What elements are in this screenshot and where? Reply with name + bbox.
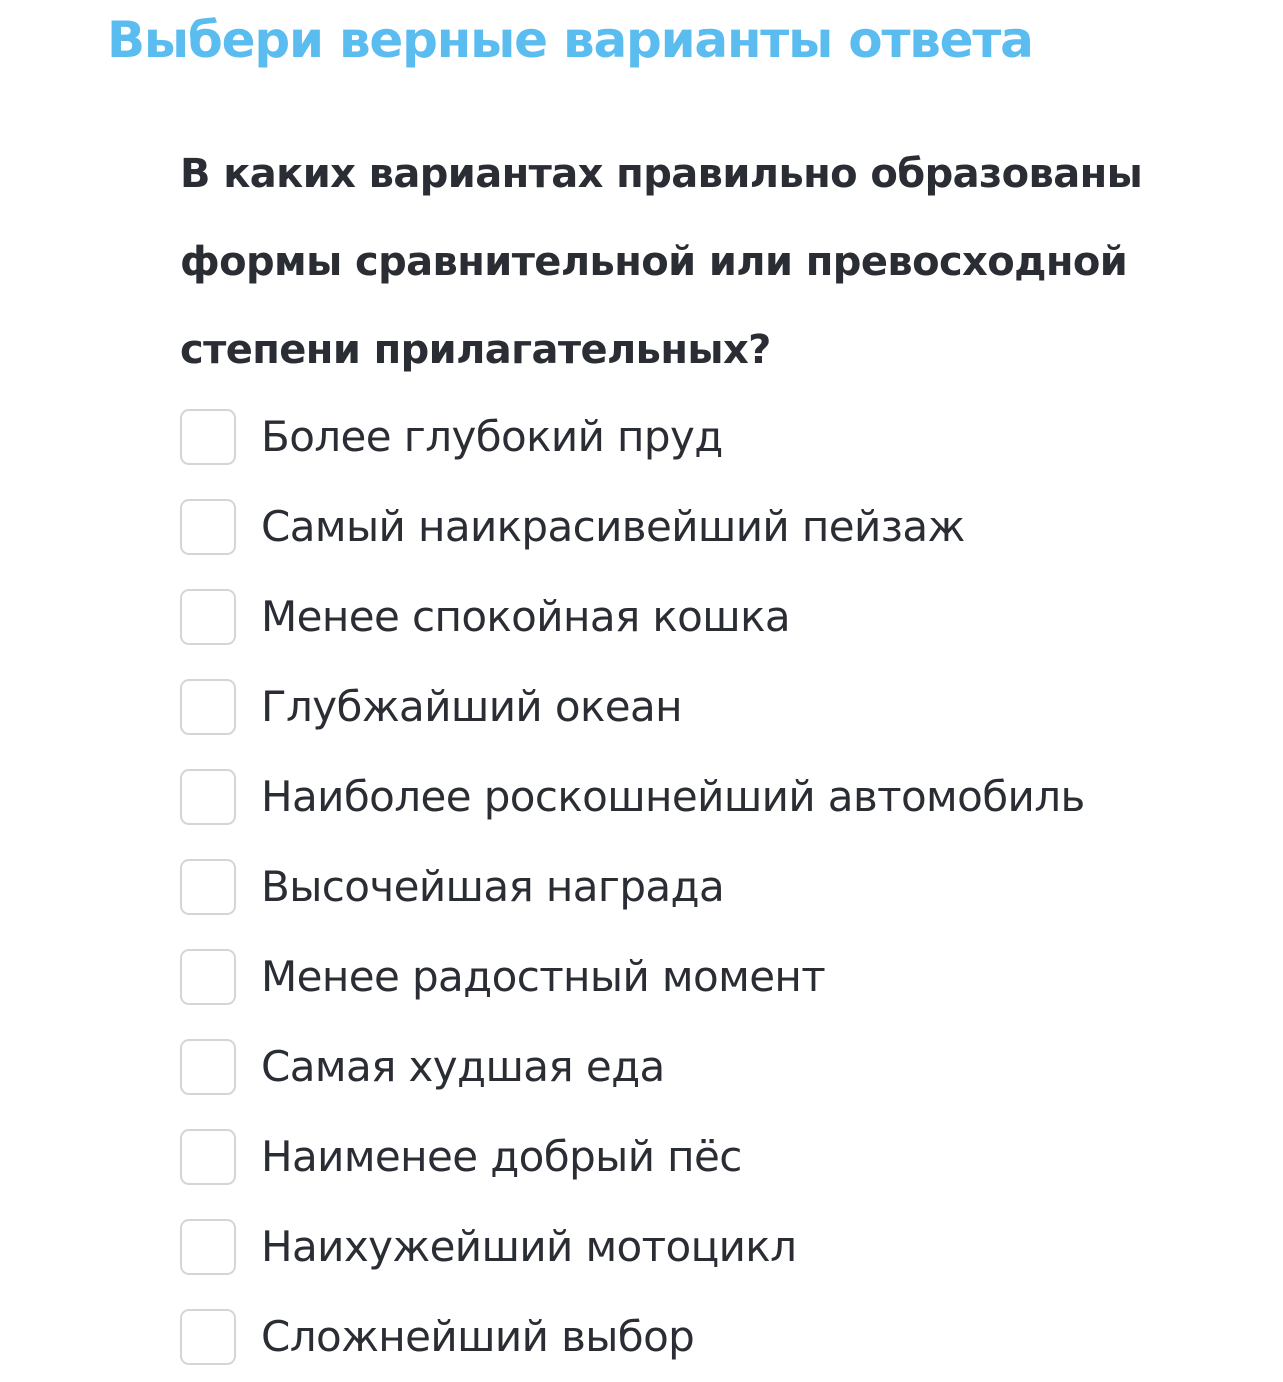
checkbox[interactable] (180, 769, 236, 825)
checkbox[interactable] (180, 949, 236, 1005)
checkbox[interactable] (180, 589, 236, 645)
question-text: В каких вариантах правильно образованы формы сравнительной или превосходной степени прилагательных? (180, 151, 1143, 373)
checkbox[interactable] (180, 1039, 236, 1095)
answer-option-label: Наиболее роскошнейший автомобиль (261, 772, 1085, 821)
answer-option[interactable] (180, 1112, 1085, 1202)
checkbox[interactable] (180, 409, 236, 465)
answer-option[interactable] (180, 662, 1085, 752)
answer-options-list (180, 392, 1085, 1382)
answer-option-label: Менее спокойная кошка (261, 592, 790, 641)
answer-option-label: Наихужейший мотоцикл (261, 1222, 797, 1271)
answer-option-label: Наименее добрый пёс (261, 1132, 742, 1181)
checkbox[interactable] (180, 499, 236, 555)
answer-option[interactable] (180, 932, 1085, 1022)
answer-option[interactable] (180, 1022, 1085, 1112)
answer-option-label: Сложнейший выбор (261, 1312, 695, 1361)
answer-option[interactable] (180, 1202, 1085, 1292)
answer-option-label: Более глубокий пруд (261, 412, 723, 461)
checkbox[interactable] (180, 1309, 236, 1365)
answer-option-label: Глубжайший океан (261, 682, 682, 731)
checkbox[interactable] (180, 1129, 236, 1185)
page-title: Выбери верные варианты ответа (107, 11, 1033, 69)
answer-option[interactable] (180, 842, 1085, 932)
answer-option[interactable] (180, 752, 1085, 842)
checkbox[interactable] (180, 859, 236, 915)
answer-option[interactable] (180, 392, 1085, 482)
answer-option[interactable] (180, 1292, 1085, 1382)
answer-option[interactable] (180, 482, 1085, 572)
answer-option-label: Высочейшая награда (261, 862, 725, 911)
answer-option-label: Самая худшая еда (261, 1042, 665, 1091)
checkbox[interactable] (180, 1219, 236, 1275)
answer-option-label: Менее радостный момент (261, 952, 826, 1001)
answer-option-label: Самый наикрасивейший пейзаж (261, 502, 965, 551)
answer-option[interactable] (180, 572, 1085, 662)
checkbox[interactable] (180, 679, 236, 735)
